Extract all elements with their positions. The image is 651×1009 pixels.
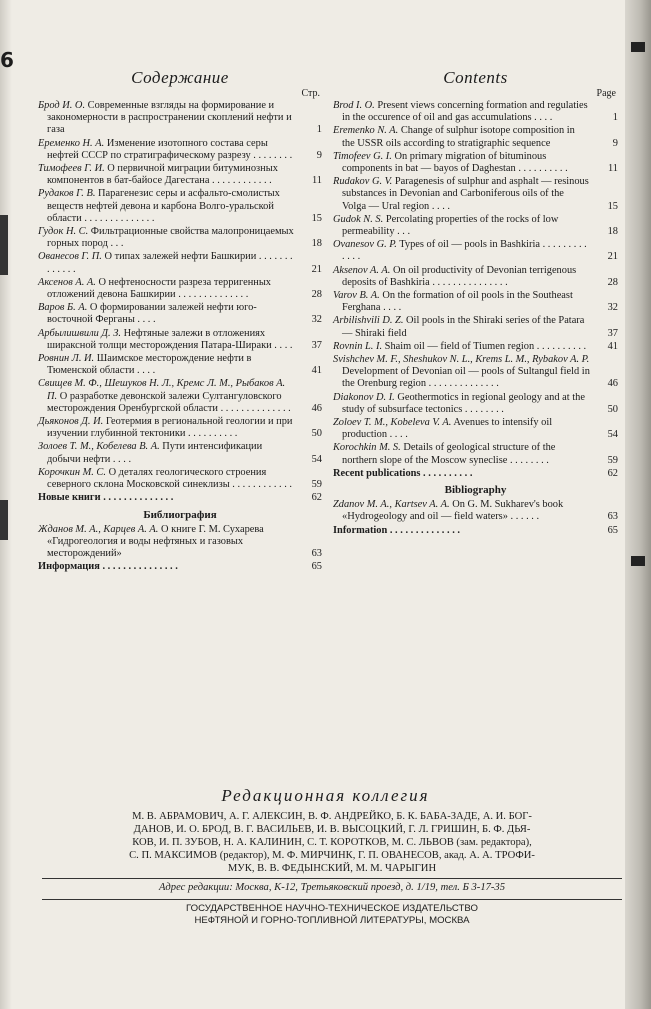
toc-entry-title: О первичной миграции битуминозных компонентов в бат-байосе Дагестана . . . . . . . . . . . . <box>47 163 278 187</box>
toc-entry-text <box>38 328 300 352</box>
toc-entry-page: 59 <box>607 454 618 466</box>
toc-entry-page: 1 <box>612 112 618 124</box>
toc-entry <box>38 138 322 162</box>
toc-entry-text <box>333 265 596 289</box>
toc-entry-title: Пути интенсификации добычи нефти . . . . <box>47 441 263 465</box>
toc-entry-author: Zoloev T. M., Kobeleva V. A. <box>333 417 452 429</box>
toc-entry-page: 18 <box>607 226 618 238</box>
toc-entry <box>38 416 322 440</box>
toc-entry-author: Aksenov A. A. <box>333 264 391 276</box>
toc-entry-page: 63 <box>607 511 618 523</box>
toc-entry-text <box>333 100 596 124</box>
toc-entry-title: Новые книги . . . . . . . . . . . . . . <box>38 492 174 504</box>
toc-entry <box>333 151 618 175</box>
toc-entry-page: 1 <box>316 124 322 136</box>
toc-entry-page: 41 <box>607 340 618 352</box>
toc-entry-page: 46 <box>607 378 618 390</box>
toc-entry <box>333 290 618 314</box>
toc-entry-page: 65 <box>311 561 322 573</box>
toc-entry-author: Дьяконов Д. И. <box>38 416 104 428</box>
toc-entry-page: 54 <box>607 429 618 441</box>
toc-entry-author: Rudakov G. V. <box>333 176 393 188</box>
toc-entry-page: 54 <box>311 453 322 465</box>
toc-entry-author: Korochkin M. S. <box>333 442 401 454</box>
toc-entry-text <box>38 353 300 377</box>
toc-entry-author: Гудок Н. С. <box>38 226 89 238</box>
toc-entry-author: Ровнин Л. И. <box>38 353 95 365</box>
toc-entry-title: Present views concerning formation and regulaties in the occurence of oil and gas accumulations . . . . <box>342 100 588 124</box>
toc-entry-title: Геотермия в региональной геологии и при изучении глубинной тектоники . . . . . . . . . . <box>47 416 293 440</box>
page-column-label-en: Page <box>596 88 616 99</box>
publisher-line: ГОСУДАРСТВЕННОЕ НАУЧНО-ТЕХНИЧЕСКОЕ ИЗДАТЕЛЬСТВО <box>186 903 478 914</box>
toc-entry-page: 21 <box>607 251 618 263</box>
toc-entry-author: Brod I. O. <box>333 100 375 111</box>
toc-entry <box>333 354 618 391</box>
toc-entry-author: Тимофеев Г. И. <box>38 163 105 175</box>
toc-entry <box>333 341 618 353</box>
toc-entry-author: Gudok N. S. <box>333 213 384 225</box>
toc-entry-title: Development of Devonian oil — pools of Sultangul field in the Orenburg region . . . . . . . . . . . . . . <box>342 366 590 390</box>
toc-entry-page: 28 <box>607 276 618 288</box>
toc-entry-title: О типах залежей нефти Башкирии . . . . . . . . . . . . . <box>47 251 293 275</box>
contents-russian <box>38 68 322 574</box>
toc-entry-title: On oil productivity of Devonian terrigenous deposits of Bashkiria . . . . . . . . . . . . . . . <box>342 264 577 288</box>
toc-entry-title: Recent publications . . . . . . . . . . <box>333 467 473 479</box>
toc-entry-author: Брод И. О. <box>38 100 86 111</box>
toc-entry-page: 65 <box>607 524 618 536</box>
toc-entry-text <box>38 441 300 465</box>
bibliography-heading-ru: Библиография <box>143 508 217 521</box>
toc-entry-page: 62 <box>311 492 322 504</box>
toc-entry-title: О формировании залежей нефти юго-восточной Ферганы . . . . <box>47 302 257 326</box>
toc-entry-title: Нефтяные залежи в отложениях шираксной толщи месторождения Патара-Шираки . . . . <box>47 327 293 351</box>
toc-entry-text <box>333 290 596 314</box>
board-line: ДАНОВ, И. О. БРОД, В. Г. ВАСИЛЬЕВ, И. В. ВЫСОЦКИЙ, Г. Л. ГРИШИН, Б. Ф. ДЬЯ- <box>133 824 531 835</box>
toc-entry <box>333 442 618 466</box>
toc-entry-title: Информация . . . . . . . . . . . . . . . <box>38 561 178 573</box>
toc-entry-page: 50 <box>311 428 322 440</box>
toc-entry-title: On primary migration of bituminous components in bat — bayos of Daghestan . . . . . . . . . . <box>342 150 568 175</box>
toc-entry-author: Svishchev M. F., Sheshukov N. L., Krems L. M., Rybakov A. P. <box>333 354 590 366</box>
toc-entry-text <box>38 561 300 573</box>
toc-entry <box>333 176 618 213</box>
toc-entry-title: On G. M. Sukharev's book «Hydrogeology and oil — field waters» . . . . . . <box>342 499 564 523</box>
toc-entry-page: 21 <box>311 263 322 275</box>
toc-entry-title: Шаимское месторождение нефти в Тюменской области . . . . <box>47 353 252 377</box>
toc-entry <box>333 525 618 537</box>
toc-entry-page: 28 <box>311 289 322 301</box>
toc-entry-text <box>38 277 300 301</box>
toc-entry-title: Изменение изотопного состава серы нефтей СССР по стратиграфическому разрезу . . . . . . . . <box>47 137 293 161</box>
toc-entry-text <box>333 499 596 523</box>
bibliography-heading-en: Bibliography <box>444 484 507 497</box>
toc-entry-text <box>38 251 300 275</box>
toc-entry-text <box>38 163 300 187</box>
toc-entry-author: Rovnin L. I. <box>333 340 383 352</box>
toc-entry <box>38 251 322 275</box>
toc-entry <box>333 392 618 416</box>
toc-entry-title: О нефтеносности разреза терригенных отложений девона Башкирии . . . . . . . . . . . . . . <box>47 276 271 301</box>
toc-entry <box>38 226 322 250</box>
divider <box>42 878 622 879</box>
toc-entry-title: Современные взгляды на формирование и закономерности в распространении скоплений нефти и газа <box>47 100 292 136</box>
toc-entry-author: Жданов М. А., Карцев А. А. <box>38 523 159 535</box>
board-line: С. П. МАКСИМОВ (редактор), М. Ф. МИРЧИНК, Г. П. ОВАНЕСОВ, акад. А. А. ТРОФИ- <box>129 850 535 861</box>
toc-entry-title: Avenues to intensify oil production . . . . <box>342 417 553 441</box>
toc-entry <box>333 239 618 263</box>
toc-entry <box>333 468 618 480</box>
toc-entry <box>38 441 322 465</box>
toc-entry-text <box>38 188 300 225</box>
editorial-board-title: Редакционная коллегия <box>221 786 430 805</box>
toc-entry <box>333 417 618 441</box>
toc-entry-text <box>333 239 596 263</box>
toc-list-en <box>333 100 618 480</box>
toc-entry-text <box>333 525 596 537</box>
toc-entry-author: Аксенов А. А. <box>38 276 96 288</box>
toc-entry-text <box>333 151 596 175</box>
toc-entry <box>333 499 618 523</box>
toc-entry-author: Eremenko N. A. <box>333 125 399 137</box>
toc-entry-text <box>333 341 596 353</box>
toc-entry-title: Types of oil — pools in Bashkiria . . . . . . . . . . . . . <box>342 239 587 263</box>
toc-entry <box>38 353 322 377</box>
toc-entry-title: Paragenesis of sulphur and asphalt — resinous substances in Devonian and Carboniferous oils of the Volga — Ural region . . . . <box>342 176 589 212</box>
toc-entry <box>38 188 322 225</box>
toc-entry-page: 50 <box>607 403 618 415</box>
toc-entry-title: Details of geological structure of the northern slope of the Moscow syneclise . . . . . . . . <box>342 442 556 466</box>
toc-entry-title: On the formation of oil pools in the Southeast Ferghana . . . . <box>342 290 573 314</box>
toc-entry-text <box>333 176 596 213</box>
toc-entry-text <box>333 417 596 441</box>
toc-entry <box>333 214 618 238</box>
toc-entry-page: 41 <box>311 365 322 377</box>
toc-entry-text <box>38 416 300 440</box>
toc-entry-author: Ovanesov G. P. <box>333 239 397 251</box>
toc-entry-author: Еременко Н. А. <box>38 137 105 149</box>
toc-entry-text <box>38 302 300 326</box>
toc-entry-text <box>333 468 596 480</box>
toc-entry-author: Arbilishvili D. Z. <box>333 315 404 327</box>
toc-entry-title: О деталях геологического строения северного склона Московской синеклизы . . . . . . . . . . . . <box>47 466 293 491</box>
toc-entry-title: О книге Г. М. Сухарева «Гидрогеология и воды нефтяных и газовых месторождений» <box>47 523 264 559</box>
toc-entry-page: 32 <box>607 302 618 314</box>
divider <box>42 899 622 900</box>
toc-entry <box>38 163 322 187</box>
toc-entry <box>38 378 322 415</box>
toc-entry <box>333 100 618 124</box>
toc-entry <box>333 265 618 289</box>
toc-entry-text <box>38 378 300 415</box>
toc-entry-text <box>38 492 300 504</box>
toc-list-ru <box>38 100 322 505</box>
contents-heading-ru: Содержание <box>131 68 229 87</box>
board-line: КОВ, И. П. ЗУБОВ, Н. А. КАЛИНИН, С. Т. КОРОТКОВ, М. С. ЛЬВОВ (зам. редактора), <box>132 837 532 848</box>
contents-heading-en: Contents <box>443 68 508 87</box>
left-margin-mark <box>0 500 8 540</box>
toc-entry-page: 32 <box>311 314 322 326</box>
page-number: 6 <box>0 48 14 72</box>
editorial-board-members <box>42 810 622 875</box>
toc-entry <box>38 277 322 301</box>
toc-entry-page: 62 <box>607 467 618 479</box>
bibliography-list-ru <box>38 524 322 574</box>
toc-entry-text <box>333 442 596 466</box>
toc-entry-text <box>333 392 596 416</box>
toc-entry-author: Золоев Т. М., Кобелева В. А. <box>38 441 160 453</box>
toc-entry-page: 46 <box>311 402 322 414</box>
toc-entry-page: 9 <box>316 149 322 161</box>
toc-entry-author: Varov B. A. <box>333 290 380 302</box>
toc-entry-title: О разработке девонской залежи Султангуловского месторождения Оренбургской области . . . . . . . . . . . . . . <box>47 390 291 414</box>
toc-entry-text <box>38 100 300 137</box>
toc-entry-author: Свищев М. Ф., Шешуков Н. Л., Кремс Л. М., Рыбаков А. П. <box>38 378 286 402</box>
toc-entry-title: Парагенезис серы и асфальто-смолистых веществ нефтей девона и карбона Волго-уральской области . . . . . . . . . . . . . . <box>47 188 280 224</box>
toc-entry <box>38 100 322 137</box>
toc-entry-author: Timofeev G. I. <box>333 150 392 162</box>
toc-entry-author: Рудаков Г. В. <box>38 188 96 200</box>
toc-entry-text <box>38 524 300 561</box>
toc-entry-author: Zdanov M. A., Kartsev A. A. <box>333 499 450 511</box>
toc-entry-page: 37 <box>311 339 322 351</box>
page-column-label-ru: Стр. <box>301 88 320 99</box>
toc-entry-title: Shaim oil — field of Tiumen region . . . . . . . . . . <box>384 340 587 352</box>
toc-entry <box>38 302 322 326</box>
toc-entry-text <box>333 214 596 238</box>
toc-entry-text <box>333 354 596 391</box>
contents-english <box>333 68 618 538</box>
toc-entry-text <box>333 125 596 149</box>
toc-entry-title: Information . . . . . . . . . . . . . . <box>333 524 460 536</box>
page-edge <box>625 0 651 1009</box>
toc-entry-page: 37 <box>607 327 618 339</box>
toc-entry-author: Ованесов Г. П. <box>38 251 102 263</box>
toc-entry-page: 63 <box>311 547 322 559</box>
toc-entry-page: 11 <box>311 175 322 187</box>
toc-entry-title: Change of sulphur isotope composition in the USSR oils according to stratigraphic sequence <box>342 125 575 149</box>
toc-entry-title: Percolating properties of the rocks of low permeability . . . <box>342 213 559 238</box>
toc-entry-author: Diakonov D. I. <box>333 391 395 403</box>
toc-entry-title: Фильтрационные свойства малопроницаемых горных пород . . . <box>47 226 294 250</box>
toc-entry-text <box>38 226 300 250</box>
toc-entry-text <box>333 315 596 339</box>
toc-entry <box>333 125 618 149</box>
editorial-address: Адрес редакции: Москва, К-12, Третьяковский проезд, д. 1/19, тел. Б 3-17-35 <box>158 882 506 893</box>
toc-entry <box>38 561 322 573</box>
toc-entry-author: Арбылишвили Д. З. <box>38 327 121 339</box>
toc-entry-text <box>38 467 300 491</box>
toc-entry-page: 59 <box>311 479 322 491</box>
toc-entry <box>38 328 322 352</box>
bibliography-list-en <box>333 499 618 537</box>
board-line: М. В. АБРАМОВИЧ, А. Г. АЛЕКСИН, В. Ф. АНДРЕЙКО, Б. К. БАБА-ЗАДЕ, А. И. БОГ- <box>132 811 532 822</box>
publisher-line: НЕФТЯНОЙ И ГОРНО-ТОПЛИВНОЙ ЛИТЕРАТУРЫ, МОСКВА <box>194 915 470 926</box>
toc-entry-author: Варов Б. А. <box>38 302 88 314</box>
toc-entry-title: Oil pools in the Shiraki series of the Patara — Shiraki field <box>342 315 585 339</box>
toc-entry <box>38 492 322 504</box>
toc-entry <box>38 524 322 561</box>
toc-entry-author: Корочкин М. С. <box>38 466 106 478</box>
toc-entry-page: 18 <box>311 238 322 250</box>
publisher-imprint <box>42 903 622 927</box>
toc-entry-title: Geothermotics in regional geology and at the study of subsurface tectonics . . . . . . . . <box>342 391 585 415</box>
toc-entry-text <box>38 138 300 162</box>
board-line: МУК, В. В. ФЕДЫНСКИЙ, М. М. ЧАРЫГИН <box>227 863 437 874</box>
toc-entry-page: 15 <box>311 212 322 224</box>
toc-entry <box>38 467 322 491</box>
toc-entry-page: 9 <box>612 137 618 149</box>
toc-entry <box>333 315 618 339</box>
left-margin-mark <box>0 215 8 275</box>
toc-entry-page: 11 <box>607 163 618 175</box>
toc-entry-page: 15 <box>607 200 618 212</box>
